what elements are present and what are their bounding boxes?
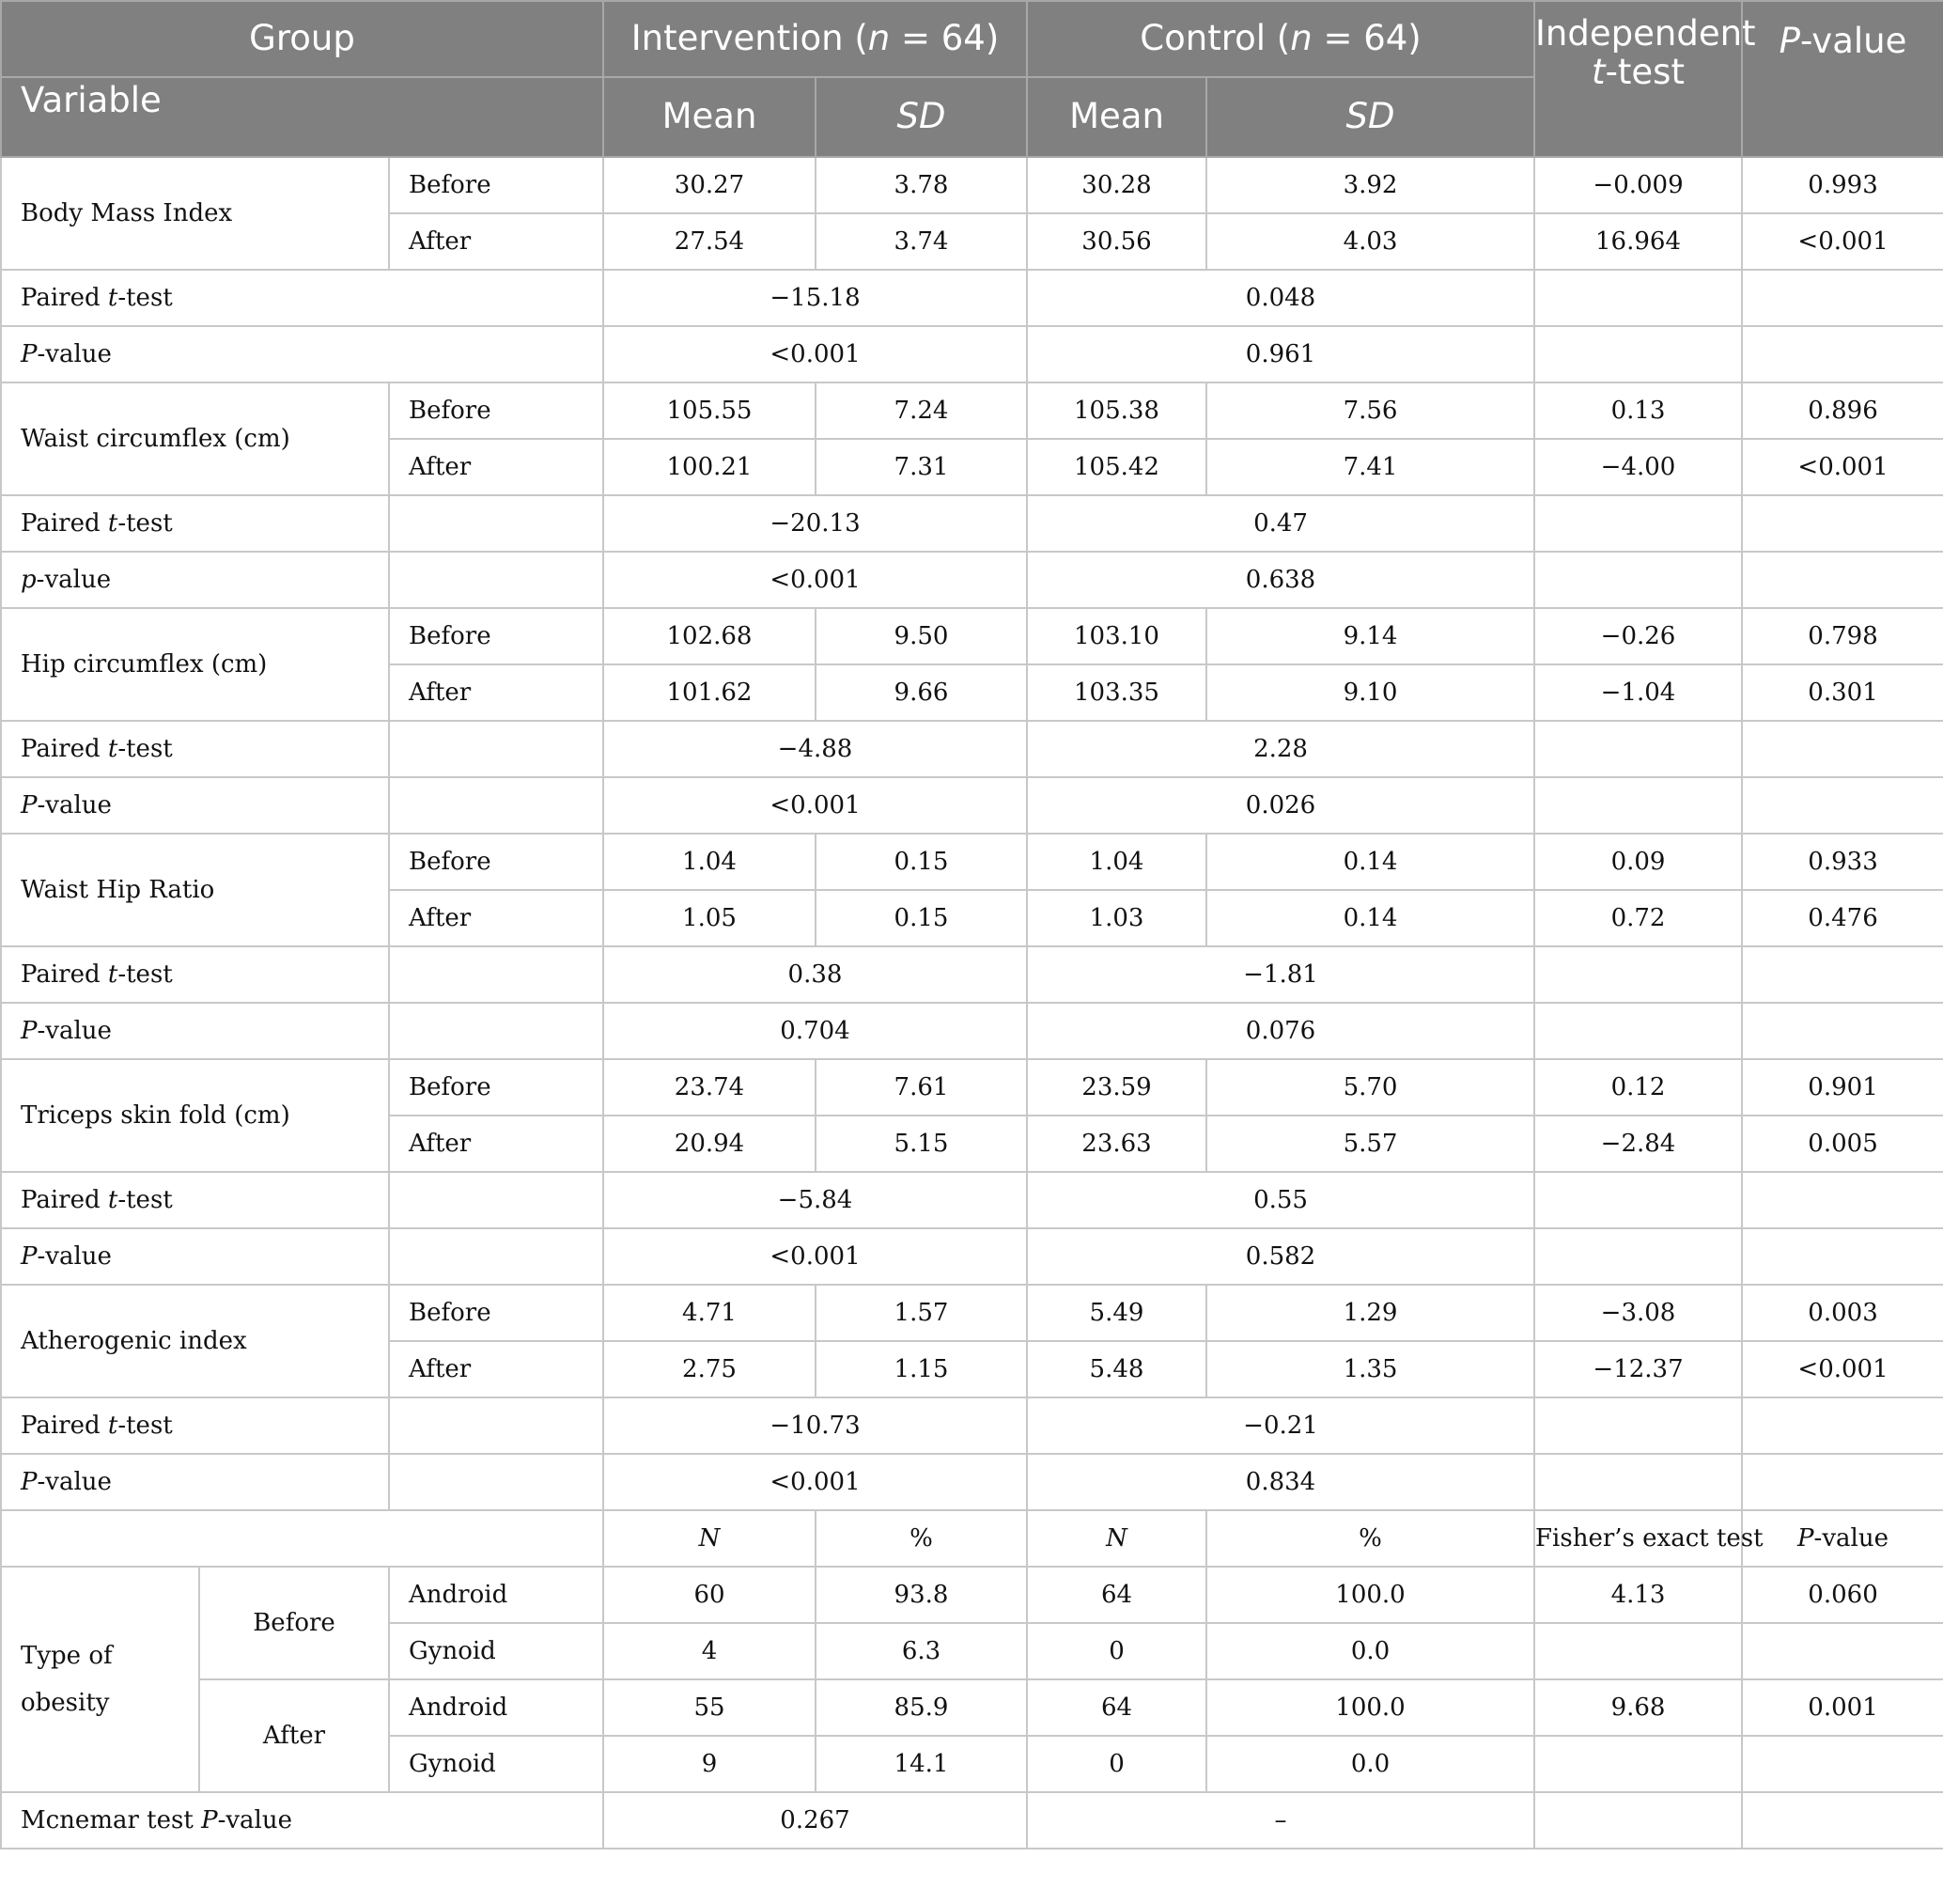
value-cell: 1.35 <box>1206 1341 1534 1397</box>
table-row <box>1 1228 1943 1285</box>
value-cell: 20.94 <box>603 1116 816 1172</box>
value-cell: 0.476 <box>1742 890 1943 946</box>
value-cell: 5.15 <box>816 1116 1027 1172</box>
table-row <box>1 552 1943 608</box>
value-cell: 4.13 <box>1534 1567 1742 1623</box>
timepoint-label: Before <box>389 608 603 664</box>
value-cell: 1.04 <box>1027 834 1206 890</box>
p-value-label: P-value <box>1 777 389 834</box>
value-cell: 0.09 <box>1534 834 1742 890</box>
value-cell: 3.74 <box>816 213 1027 270</box>
timepoint-label: After <box>389 213 603 270</box>
variable-name: Triceps skin fold (cm) <box>1 1059 389 1172</box>
value-cell: 23.63 <box>1027 1116 1206 1172</box>
subheader-fisher: Fisher’s exact test <box>1534 1510 1742 1567</box>
value-cell: 102.68 <box>603 608 816 664</box>
value-cell: 0.267 <box>603 1792 1027 1849</box>
value-cell: −2.84 <box>1534 1116 1742 1172</box>
obesity-subheader-row <box>1 1510 1943 1567</box>
value-cell: 0.961 <box>1027 326 1534 382</box>
value-cell: 103.10 <box>1027 608 1206 664</box>
value-cell: 0.14 <box>1206 834 1534 890</box>
value-cell: 6.3 <box>816 1623 1027 1679</box>
value-cell: 105.38 <box>1027 382 1206 439</box>
value-cell: 0.47 <box>1027 495 1534 552</box>
table-row <box>1 1172 1943 1228</box>
value-cell: 0.38 <box>603 946 1027 1003</box>
value-cell: 0.003 <box>1742 1285 1943 1341</box>
value-cell: 93.8 <box>816 1567 1027 1623</box>
value-cell: 0.933 <box>1742 834 1943 890</box>
value-cell: 0.582 <box>1027 1228 1534 1285</box>
value-cell: 105.55 <box>603 382 816 439</box>
variable-name: Waist circumflex (cm) <box>1 382 389 495</box>
value-cell: 3.78 <box>816 157 1027 213</box>
value-cell: 7.24 <box>816 382 1027 439</box>
p-value-label: P-value <box>1 1454 389 1510</box>
value-cell: 3.92 <box>1206 157 1534 213</box>
value-cell: 103.35 <box>1027 664 1206 721</box>
value-cell: 100.0 <box>1206 1679 1534 1736</box>
table-row <box>1 1003 1943 1059</box>
value-cell: 0.55 <box>1027 1172 1534 1228</box>
value-cell: −12.37 <box>1534 1341 1742 1397</box>
variable-name: Body Mass Index <box>1 157 389 270</box>
value-cell: 55 <box>603 1679 816 1736</box>
value-cell: 4.71 <box>603 1285 816 1341</box>
table-row <box>1 382 1943 439</box>
value-cell: 1.15 <box>816 1341 1027 1397</box>
value-cell: 0.72 <box>1534 890 1742 946</box>
p-value-label: P-value <box>1 326 603 382</box>
timepoint-label: Before <box>389 382 603 439</box>
table-row <box>1 1454 1943 1510</box>
paired-t-test-label: Paired t-test <box>1 270 603 326</box>
header-variable: Variable <box>1 77 603 157</box>
value-cell: 0.0 <box>1206 1736 1534 1792</box>
timepoint-label: After <box>389 1116 603 1172</box>
value-cell: 0.13 <box>1534 382 1742 439</box>
value-cell: 27.54 <box>603 213 816 270</box>
timepoint-label: Before <box>389 1059 603 1116</box>
table-header <box>1 1 1943 157</box>
table-body <box>1 157 1943 1849</box>
value-cell: 0.15 <box>816 834 1027 890</box>
table-row <box>1 1792 1943 1849</box>
value-cell: 85.9 <box>816 1679 1027 1736</box>
variable-name: Waist Hip Ratio <box>1 834 389 946</box>
value-cell: −3.08 <box>1534 1285 1742 1341</box>
timepoint-label: After <box>389 890 603 946</box>
value-cell: 9 <box>603 1736 816 1792</box>
value-cell: 1.57 <box>816 1285 1027 1341</box>
value-cell: 2.28 <box>1027 721 1534 777</box>
value-cell: 23.74 <box>603 1059 816 1116</box>
p-value-label: P-value <box>1 1003 389 1059</box>
value-cell: <0.001 <box>603 326 1027 382</box>
value-cell: <0.001 <box>603 1228 1027 1285</box>
table-row <box>1 1285 1943 1341</box>
value-cell: <0.001 <box>603 552 1027 608</box>
table-row <box>1 270 1943 326</box>
header-control: Control (n = 64) <box>1027 1 1534 77</box>
value-cell: −15.18 <box>603 270 1027 326</box>
value-cell: 0.834 <box>1027 1454 1534 1510</box>
value-cell: 9.50 <box>816 608 1027 664</box>
header-independent-t-test: Independent t-test <box>1534 1 1742 157</box>
value-cell: 0.0 <box>1206 1623 1534 1679</box>
value-cell: −20.13 <box>603 495 1027 552</box>
value-cell: 30.28 <box>1027 157 1206 213</box>
header-intervention-mean: Mean <box>603 77 816 157</box>
value-cell: 64 <box>1027 1679 1206 1736</box>
value-cell: 0.704 <box>603 1003 1027 1059</box>
value-cell: 0.060 <box>1742 1567 1943 1623</box>
value-cell: 0.12 <box>1534 1059 1742 1116</box>
value-cell: 5.49 <box>1027 1285 1206 1341</box>
table-row <box>1 1679 1943 1736</box>
paired-t-test-label: Paired t-test <box>1 946 389 1003</box>
value-cell: −1.81 <box>1027 946 1534 1003</box>
value-cell: 1.29 <box>1206 1285 1534 1341</box>
value-cell: 0.993 <box>1742 157 1943 213</box>
mcnemar-label: Mcnemar test P-value <box>1 1792 603 1849</box>
header-group: Group <box>1 1 603 77</box>
value-cell: 100.0 <box>1206 1567 1534 1623</box>
table-row <box>1 721 1943 777</box>
table-row <box>1 1059 1943 1116</box>
value-cell: −0.21 <box>1027 1397 1534 1454</box>
value-cell: 14.1 <box>816 1736 1027 1792</box>
value-cell: 0.005 <box>1742 1116 1943 1172</box>
paired-t-test-label: Paired t-test <box>1 1172 389 1228</box>
value-cell: 0.638 <box>1027 552 1534 608</box>
value-cell: <0.001 <box>1742 213 1943 270</box>
table-row <box>1 157 1943 213</box>
value-cell: <0.001 <box>603 777 1027 834</box>
value-cell: 30.56 <box>1027 213 1206 270</box>
type-of-obesity-label: Type of obesity <box>1 1567 199 1792</box>
timepoint-label: Before <box>389 834 603 890</box>
value-cell: 0.026 <box>1027 777 1534 834</box>
obesity-type-label: Android <box>389 1679 603 1736</box>
variable-name: Hip circumflex (cm) <box>1 608 389 721</box>
value-cell: 0.798 <box>1742 608 1943 664</box>
timepoint-label: Before <box>389 1285 603 1341</box>
value-cell: 9.66 <box>816 664 1027 721</box>
value-cell: <0.001 <box>1742 1341 1943 1397</box>
paired-t-test-label: Paired t-test <box>1 1397 389 1454</box>
value-cell: 5.57 <box>1206 1116 1534 1172</box>
variable-name: Atherogenic index <box>1 1285 389 1397</box>
value-cell: 5.70 <box>1206 1059 1534 1116</box>
value-cell: 7.41 <box>1206 439 1534 495</box>
value-cell: 5.48 <box>1027 1341 1206 1397</box>
value-cell: <0.001 <box>603 1454 1027 1510</box>
value-cell: 23.59 <box>1027 1059 1206 1116</box>
paired-t-test-label: Paired t-test <box>1 721 389 777</box>
subheader-percent: % <box>816 1510 1027 1567</box>
value-cell: 100.21 <box>603 439 816 495</box>
value-cell: 60 <box>603 1567 816 1623</box>
obesity-type-label: Gynoid <box>389 1736 603 1792</box>
table-row <box>1 834 1943 890</box>
table-row <box>1 608 1943 664</box>
value-cell: 1.04 <box>603 834 816 890</box>
value-cell: 0.896 <box>1742 382 1943 439</box>
timepoint-label: After <box>389 1341 603 1397</box>
value-cell: −1.04 <box>1534 664 1742 721</box>
subheader-percent: % <box>1206 1510 1534 1567</box>
timepoint-label: After <box>389 664 603 721</box>
header-intervention-sd: SD <box>816 77 1027 157</box>
value-cell: −4.88 <box>603 721 1027 777</box>
value-cell: 9.68 <box>1534 1679 1742 1736</box>
value-cell: 1.05 <box>603 890 816 946</box>
p-value-label: P-value <box>1 1228 389 1285</box>
value-cell: −10.73 <box>603 1397 1027 1454</box>
value-cell: 7.61 <box>816 1059 1027 1116</box>
subheader-n: N <box>603 1510 816 1567</box>
table-row <box>1 495 1943 552</box>
obesity-type-label: Android <box>389 1567 603 1623</box>
timepoint-label: After <box>389 439 603 495</box>
subheader-p-value: P-value <box>1742 1510 1943 1567</box>
value-cell: 4 <box>603 1623 816 1679</box>
value-cell: −0.26 <box>1534 608 1742 664</box>
value-cell: 0.048 <box>1027 270 1534 326</box>
timepoint-label: Before <box>389 157 603 213</box>
value-cell: 9.14 <box>1206 608 1534 664</box>
obesity-type-label: Gynoid <box>389 1623 603 1679</box>
value-cell: 30.27 <box>603 157 816 213</box>
value-cell: 9.10 <box>1206 664 1534 721</box>
header-intervention: Intervention (n = 64) <box>603 1 1027 77</box>
table-row <box>1 777 1943 834</box>
timepoint-label: After <box>199 1679 389 1792</box>
value-cell: <0.001 <box>1742 439 1943 495</box>
header-p-value: P-value <box>1742 1 1943 157</box>
table-row <box>1 1567 1943 1623</box>
value-cell: 0.14 <box>1206 890 1534 946</box>
value-cell: 0.301 <box>1742 664 1943 721</box>
header-control-mean: Mean <box>1027 77 1206 157</box>
value-cell: 0.076 <box>1027 1003 1534 1059</box>
value-cell: 1.03 <box>1027 890 1206 946</box>
subheader-n: N <box>1027 1510 1206 1567</box>
header-control-sd: SD <box>1206 77 1534 157</box>
value-cell: 0.901 <box>1742 1059 1943 1116</box>
value-cell: −5.84 <box>603 1172 1027 1228</box>
value-cell: 64 <box>1027 1567 1206 1623</box>
value-cell: 7.56 <box>1206 382 1534 439</box>
value-cell: 4.03 <box>1206 213 1534 270</box>
value-cell: 101.62 <box>603 664 816 721</box>
value-cell: 2.75 <box>603 1341 816 1397</box>
table-row <box>1 1397 1943 1454</box>
value-cell: −4.00 <box>1534 439 1742 495</box>
table-row <box>1 946 1943 1003</box>
value-cell: 0 <box>1027 1623 1206 1679</box>
value-cell: 0.15 <box>816 890 1027 946</box>
timepoint-label: Before <box>199 1567 389 1679</box>
p-value-label: p-value <box>1 552 389 608</box>
value-cell: −0.009 <box>1534 157 1742 213</box>
paired-t-test-label: Paired t-test <box>1 495 389 552</box>
value-cell: 16.964 <box>1534 213 1742 270</box>
value-cell: 0 <box>1027 1736 1206 1792</box>
value-cell: 0.001 <box>1742 1679 1943 1736</box>
value-cell: 7.31 <box>816 439 1027 495</box>
value-cell: 105.42 <box>1027 439 1206 495</box>
table-row <box>1 326 1943 382</box>
value-cell: – <box>1027 1792 1534 1849</box>
